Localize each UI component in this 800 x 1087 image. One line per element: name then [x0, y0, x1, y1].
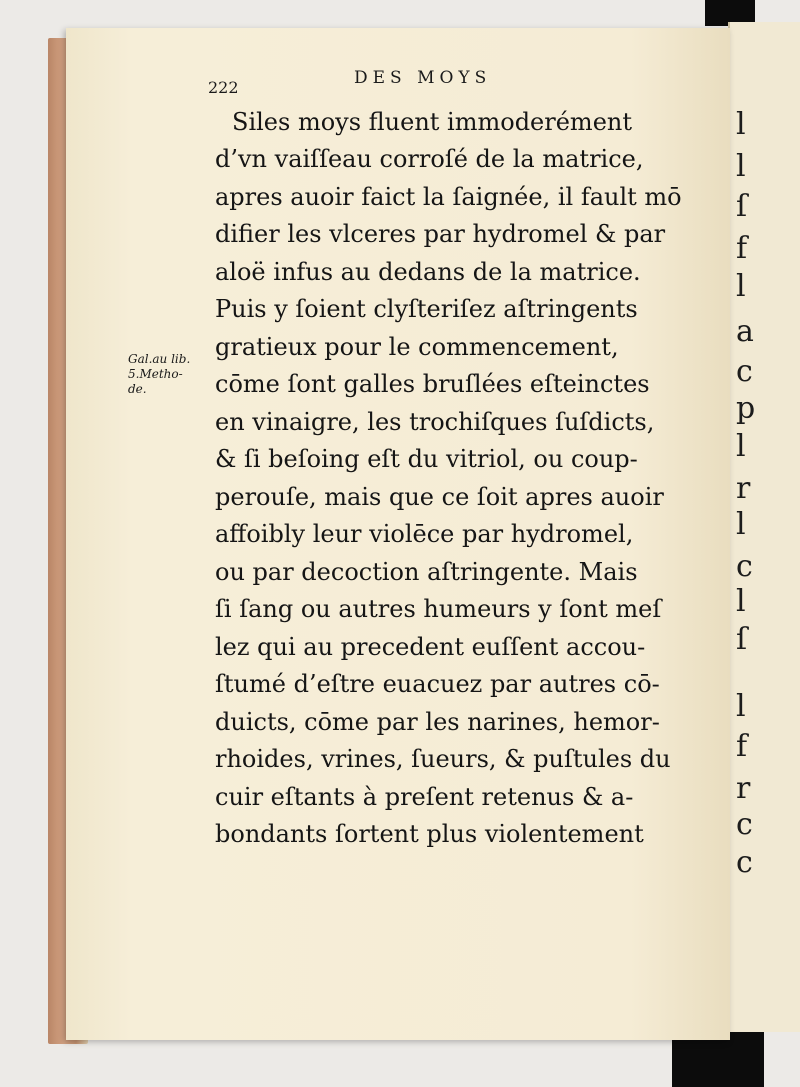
facing-page-letter: l [736, 507, 746, 542]
facing-page-letter: a [736, 314, 754, 349]
text-line: affoibly leur violēce par hydromel, [215, 520, 634, 548]
text-line: & ſi beſoing eſt du vitriol, ou coup- [215, 445, 638, 473]
text-line: lez qui au precedent euſſent accou- [215, 633, 646, 661]
facing-page-letter: ſ [736, 189, 748, 224]
text-line: rhoides, vrines, ſueurs, & puſtules du [215, 745, 671, 773]
running-head: DES MOYS [354, 68, 492, 88]
facing-page-letter: r [736, 771, 751, 806]
facing-page-letter: l [736, 584, 746, 619]
page-number: 222 [208, 78, 239, 97]
facing-page-letter: c [736, 807, 753, 842]
margin-note [128, 352, 208, 397]
facing-page-letter: f [736, 729, 748, 764]
text-line: d’vn vaiſſeau corroſé de la matrice, [215, 145, 644, 173]
facing-page-letter: l [736, 689, 746, 724]
facing-page-letter: l [736, 107, 746, 142]
text-line: apres auoir faict la ſaignée, il fault mō [215, 183, 682, 211]
facing-page-letter: c [736, 354, 753, 389]
text-line: ſi ſang ou autres humeurs y ſont meſ [215, 595, 662, 623]
facing-page [728, 22, 800, 1032]
text-line: duicts, cōme par les narines, hemor- [215, 708, 660, 736]
facing-page-letter: r [736, 471, 751, 506]
text-line: cuir eſtants à preſent retenus & a- [215, 783, 634, 811]
text-line: Puis y ſoient clyſteriſez aſtringents [215, 295, 638, 323]
facing-page-letter: f [736, 231, 748, 266]
text-line: cōme ſont galles bruſlées eſteinctes [215, 370, 650, 398]
text-line: bondants ſortent plus violentement [215, 820, 644, 848]
facing-page-letter: l [736, 149, 746, 184]
facing-page-letter: c [736, 845, 753, 880]
margin-note-line: de. [128, 382, 147, 396]
facing-page-letter: c [736, 549, 753, 584]
text-line: ou par decoction aſtringente. Mais [215, 558, 638, 586]
text-line: Siles moys fluent immoderément [232, 108, 632, 136]
text-line: perouſe, mais que ce ſoit apres auoir [215, 483, 664, 511]
text-line: gratieux pour le commencement, [215, 333, 619, 361]
facing-page-letter: ſ [736, 622, 748, 657]
facing-page-letter: p [736, 391, 756, 426]
text-line: aloë infus au dedans de la matrice. [215, 258, 641, 286]
margin-note-line: Gal.au lib. [128, 352, 191, 366]
text-line: en vinaigre, les trochiſques ſuſdicts, [215, 408, 655, 436]
text-line: ſtumé d’eſtre euacuez par autres cō- [215, 670, 660, 698]
facing-page-letter: l [736, 269, 746, 304]
text-line: difier les vlceres par hydromel & par [215, 220, 666, 248]
facing-page-letter: l [736, 429, 746, 464]
margin-note-line: 5.Metho- [128, 367, 183, 381]
